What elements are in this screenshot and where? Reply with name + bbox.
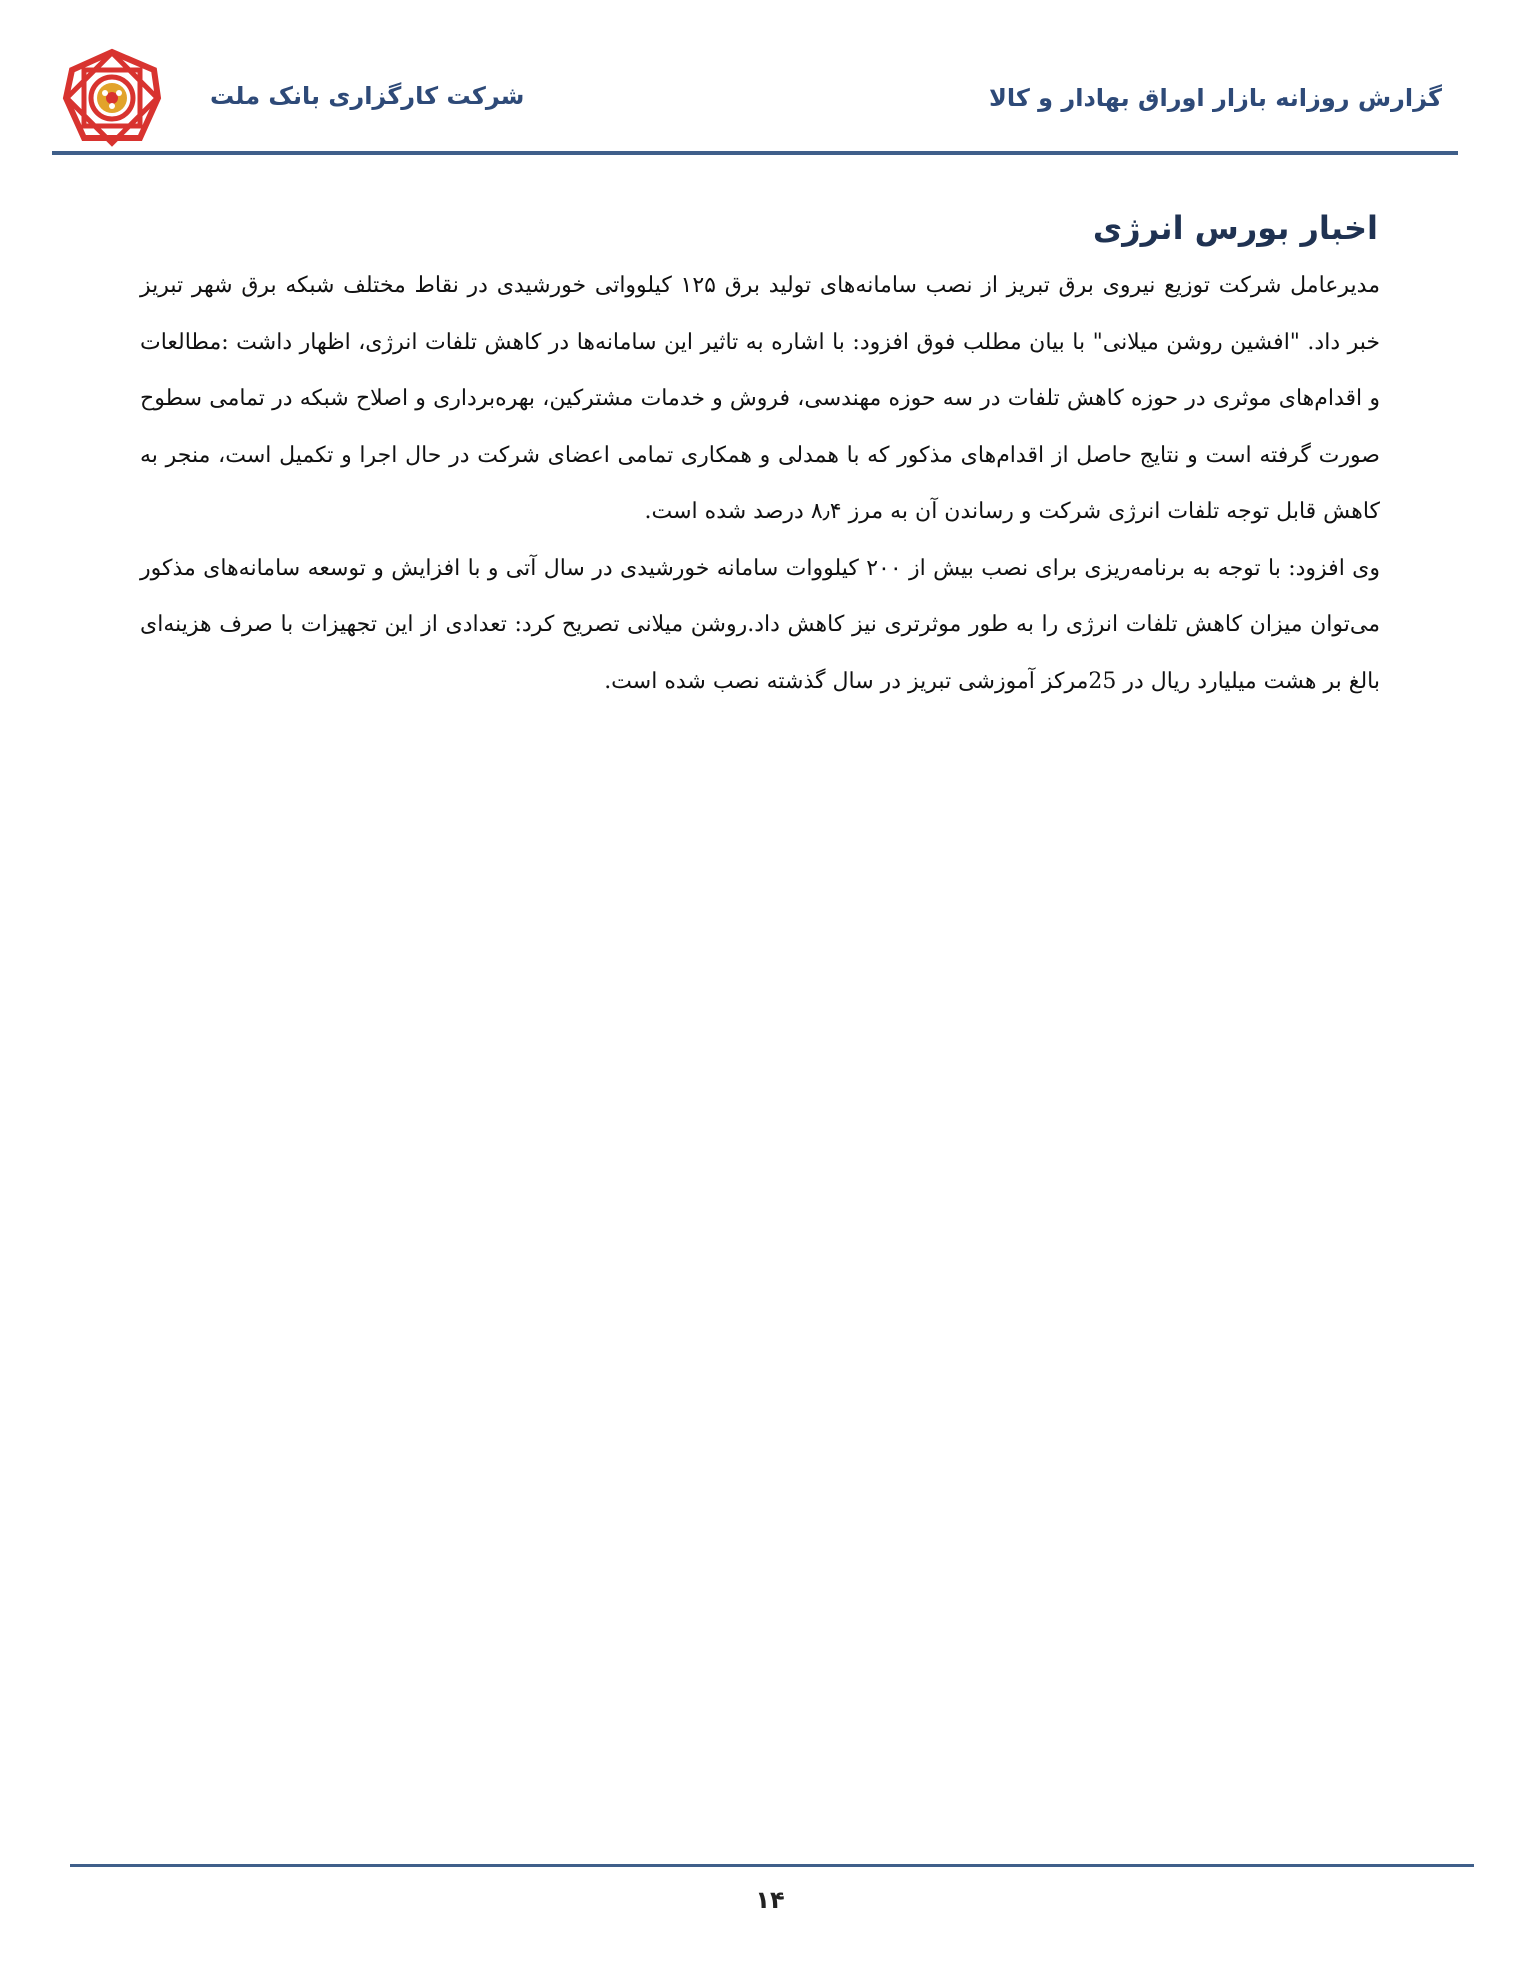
article-body	[140, 258, 1380, 710]
report-title: گزارش روزانه بازار اوراق بهادار و کالا	[988, 84, 1442, 112]
article-paragraph: مدیرعامل شرکت توزیع نیروی برق تبریز از نصب سامانه‌های تولید برق ۱۲۵ کیلوواتی خورشیدی در نقاط مختلف شبکه برق شهر تبریز خبر داد. "افشین روشن میلانی" با بیان مطلب فوق افزود: با اشاره به تاثیر این سامانه‌ها در کاهش تلفات انرژی، اظهار داشت :مطالعات و اقدام‌های موثری در حوزه کاهش تلفات در سه حوزه مهندسی، فروش و خدمات مشترکین، بهره‌برداری و اصلاح شبکه در تمامی سطوح صورت گرفته است و نتایج حاصل از اقدام‌های مذکور که با همدلی و همکاری تمامی اعضای شرکت در حال اجرا و تکمیل است، منجر به کاهش قابل توجه تلفات انرژی شرکت و رساندن آن به مرز ۸٫۴ درصد شده است.	[140, 273, 1380, 524]
header-divider	[52, 151, 1458, 155]
page-number: ۱۴	[755, 1886, 785, 1914]
company-name: شرکت کارگزاری بانک ملت	[210, 82, 525, 110]
article-paragraph: وی افزود: با توجه به برنامه‌ریزی برای نصب بیش از ۲۰۰ کیلووات سامانه خورشیدی در سال آتی و با افزایش و توسعه سامانه‌های مذکور می‌توان میزان کاهش تلفات انرژی را به طور موثرتری نیز کاهش داد.روشن میلانی تصریح کرد: تعدادی از این تجهیزات با صرف هزینه‌ای بالغ بر هشت میلیارد ریال در 25مرکز آموزشی تبریز در سال گذشته نصب شده است.	[140, 555, 1380, 694]
page-header	[0, 0, 1530, 160]
section-title: اخبار بورس انرژی	[1092, 209, 1378, 248]
footer-divider	[70, 1864, 1474, 1867]
bank-mellat-logo-icon	[60, 46, 164, 150]
